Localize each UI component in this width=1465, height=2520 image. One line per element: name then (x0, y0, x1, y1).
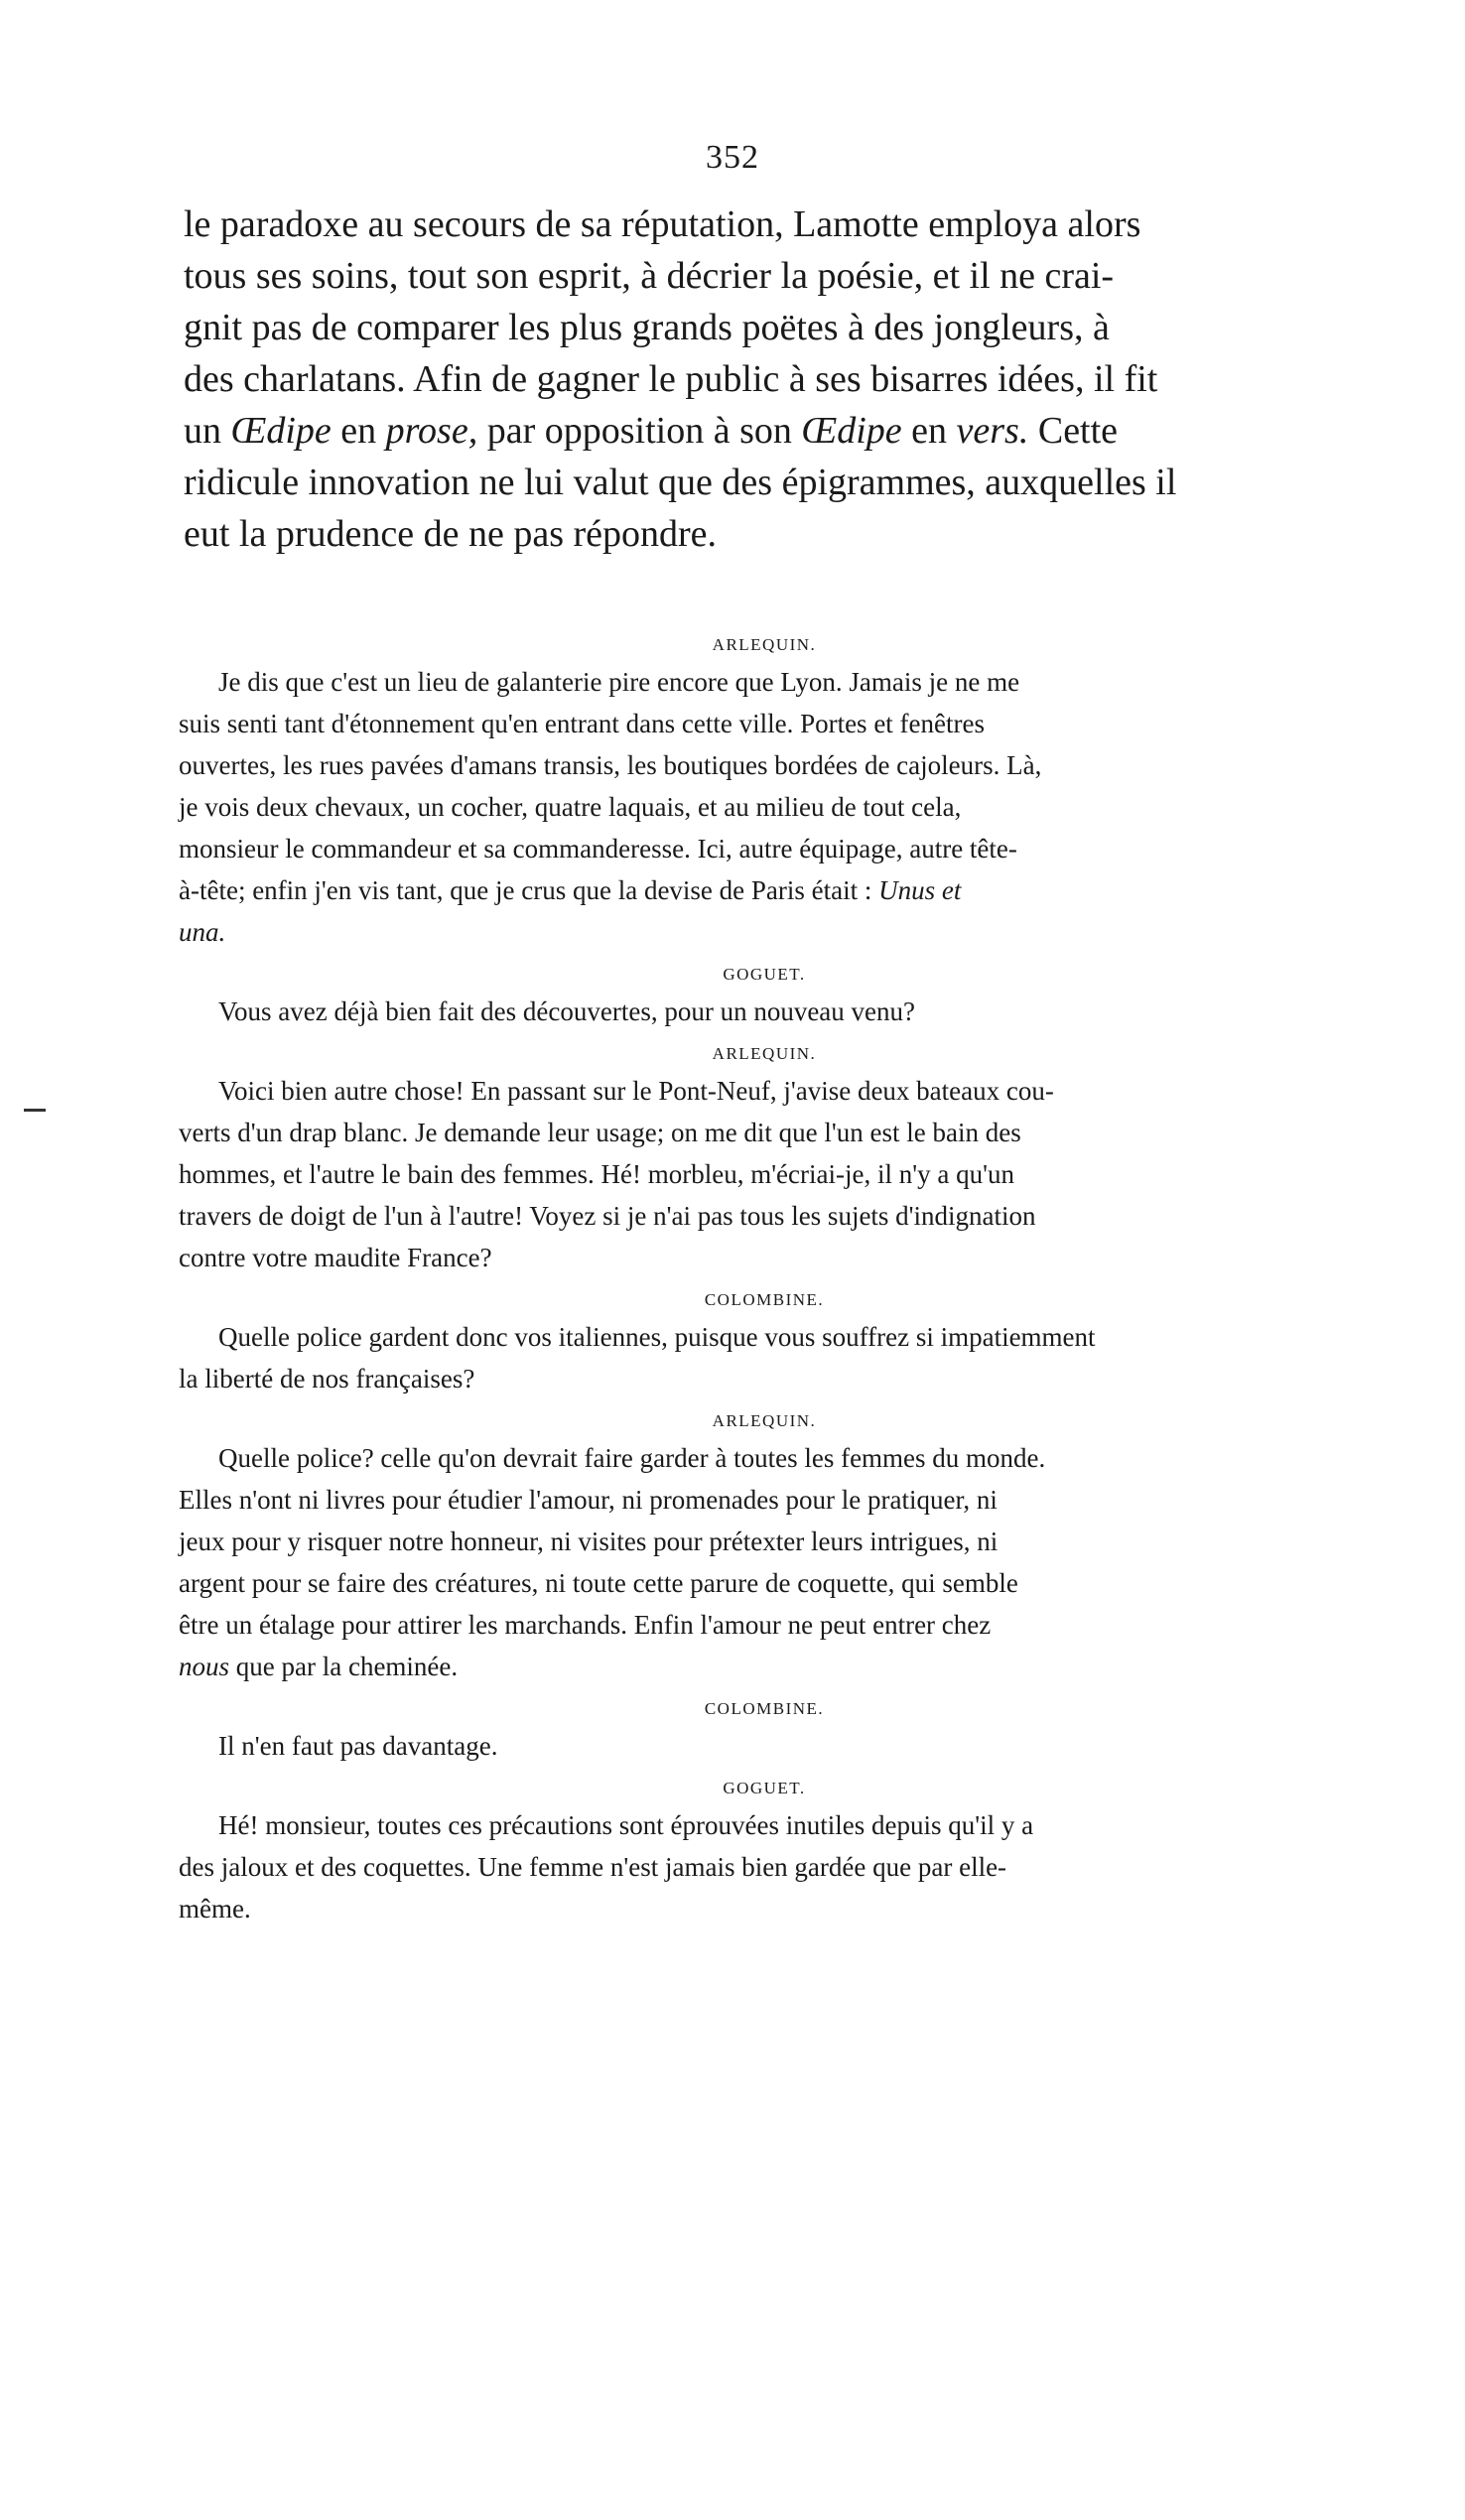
speech-line: être un étalage pour attirer les marchands. Enfin l'amour ne peut entrer chez (179, 1610, 992, 1640)
intro-text: un (184, 410, 231, 452)
speech-line: travers de doigt de l'un à l'autre! Voyez si je n'ai pas tous les sujets d'indignation (179, 1201, 1036, 1231)
speaker-name: COLOMBINE. (704, 1290, 825, 1309)
speech-line: je vois deux chevaux, un cocher, quatre laquais, et au milieu de tout cela, (179, 792, 962, 822)
speech-line: des jaloux et des coquettes. Une femme n'est jamais bien gardée que par elle- (179, 1852, 1007, 1882)
page-number: 352 (706, 139, 759, 176)
speech-line (179, 1646, 1320, 1687)
speech-block (179, 661, 1320, 953)
speech-block (179, 1070, 1320, 1278)
speech-line: même. (179, 1894, 251, 1923)
intro-line: ridicule innovation ne lui valut que des épigrammes, auxquelles il (184, 462, 1177, 503)
speech-line: monsieur le commandeur et sa commanderesse. Ici, autre équipage, autre tête- (179, 834, 1017, 863)
intro-line: le paradoxe au secours de sa réputation, Lamotte employa alors (184, 203, 1141, 245)
speech-line: jeux pour y risquer notre honneur, ni visites pour prétexter leurs intrigues, ni (179, 1526, 999, 1556)
intro-line: eut la prudence de ne pas répondre. (184, 513, 718, 555)
speech-line (179, 869, 1320, 911)
speech-line: Hé! monsieur, toutes ces précautions sont éprouvées inutiles depuis qu'il y a (218, 1810, 1034, 1840)
intro-line (184, 405, 1325, 457)
speech-block (179, 1437, 1320, 1687)
intro-text: en (331, 410, 386, 452)
speech-line: Quelle police? celle qu'on devrait faire garder à toutes les femmes du monde. (218, 1443, 1046, 1473)
speech-line: suis senti tant d'étonnement qu'en entrant dans cette ville. Portes et fenêtres (179, 709, 985, 738)
dialogue-section (179, 635, 1320, 1941)
speech-line: Quelle police gardent donc vos italiennes, puisque vous souffrez si impatiemment (218, 1322, 1096, 1352)
speech-block (179, 1725, 1320, 1767)
intro-italic: prose, (385, 410, 478, 452)
intro-text: Cette (1028, 410, 1119, 452)
speaker-name: COLOMBINE. (704, 1699, 825, 1718)
speaker-name: ARLEQUIN. (712, 635, 817, 654)
speech-line: Vous avez déjà bien fait des découvertes, pour un nouveau venu? (218, 996, 916, 1026)
intro-line: tous ses soins, tout son esprit, à décrier la poésie, et il ne crai- (184, 255, 1115, 297)
intro-text: par opposition à son (477, 410, 802, 452)
intro-line: gnit pas de comparer les plus grands poëtes à des jongleurs, à (184, 307, 1110, 348)
intro-paragraph (184, 199, 1325, 560)
intro-title-italic: Œdipe (230, 410, 332, 452)
speech-line: Voici bien autre chose! En passant sur le Pont-Neuf, j'avise deux bateaux cou- (218, 1076, 1054, 1106)
speech-block (179, 1804, 1320, 1929)
speech-line: argent pour se faire des créatures, ni toute cette parure de coquette, qui semble (179, 1568, 1018, 1598)
speaker-name: GOGUET. (723, 965, 806, 984)
speech-text: que par la cheminée. (229, 1652, 459, 1681)
speech-italic: una. (179, 917, 226, 947)
speaker-name: ARLEQUIN. (712, 1044, 817, 1063)
intro-title-italic: Œdipe (801, 410, 902, 452)
speech-line: Elles n'ont ni livres pour étudier l'amour, ni promenades pour le pratiquer, ni (179, 1485, 998, 1515)
intro-italic: vers. (956, 410, 1029, 452)
speaker-name: GOGUET. (723, 1779, 806, 1797)
speech-text: à-tête; enfin j'en vis tant, que je crus que la devise de Paris était : (179, 875, 879, 905)
speech-line (179, 911, 1320, 953)
speech-line: ouvertes, les rues pavées d'amans transis, les boutiques bordées de cajoleurs. Là, (179, 750, 1042, 780)
speech-line: Je dis que c'est un lieu de galanterie pire encore que Lyon. Jamais je ne me (218, 667, 1020, 697)
speech-line: verts d'un drap blanc. Je demande leur usage; on me dit que l'un est le bain des (179, 1118, 1021, 1147)
speech-line: contre votre maudite France? (179, 1243, 492, 1272)
speaker-name: ARLEQUIN. (712, 1411, 817, 1430)
speech-line: Il n'en faut pas davantage. (218, 1731, 498, 1761)
margin-ink-mark (24, 1109, 46, 1112)
intro-line: des charlatans. Afin de gagner le public à ses bisarres idées, il fit (184, 358, 1158, 400)
speech-line: hommes, et l'autre le bain des femmes. Hé! morbleu, m'écriai-je, il n'y a qu'un (179, 1159, 1014, 1189)
speech-block (179, 991, 1320, 1032)
speech-line: la liberté de nos françaises? (179, 1364, 475, 1393)
speech-italic: Unus et (878, 875, 962, 905)
speech-italic: nous (179, 1652, 230, 1681)
speech-block (179, 1316, 1320, 1399)
intro-text: en (901, 410, 957, 452)
